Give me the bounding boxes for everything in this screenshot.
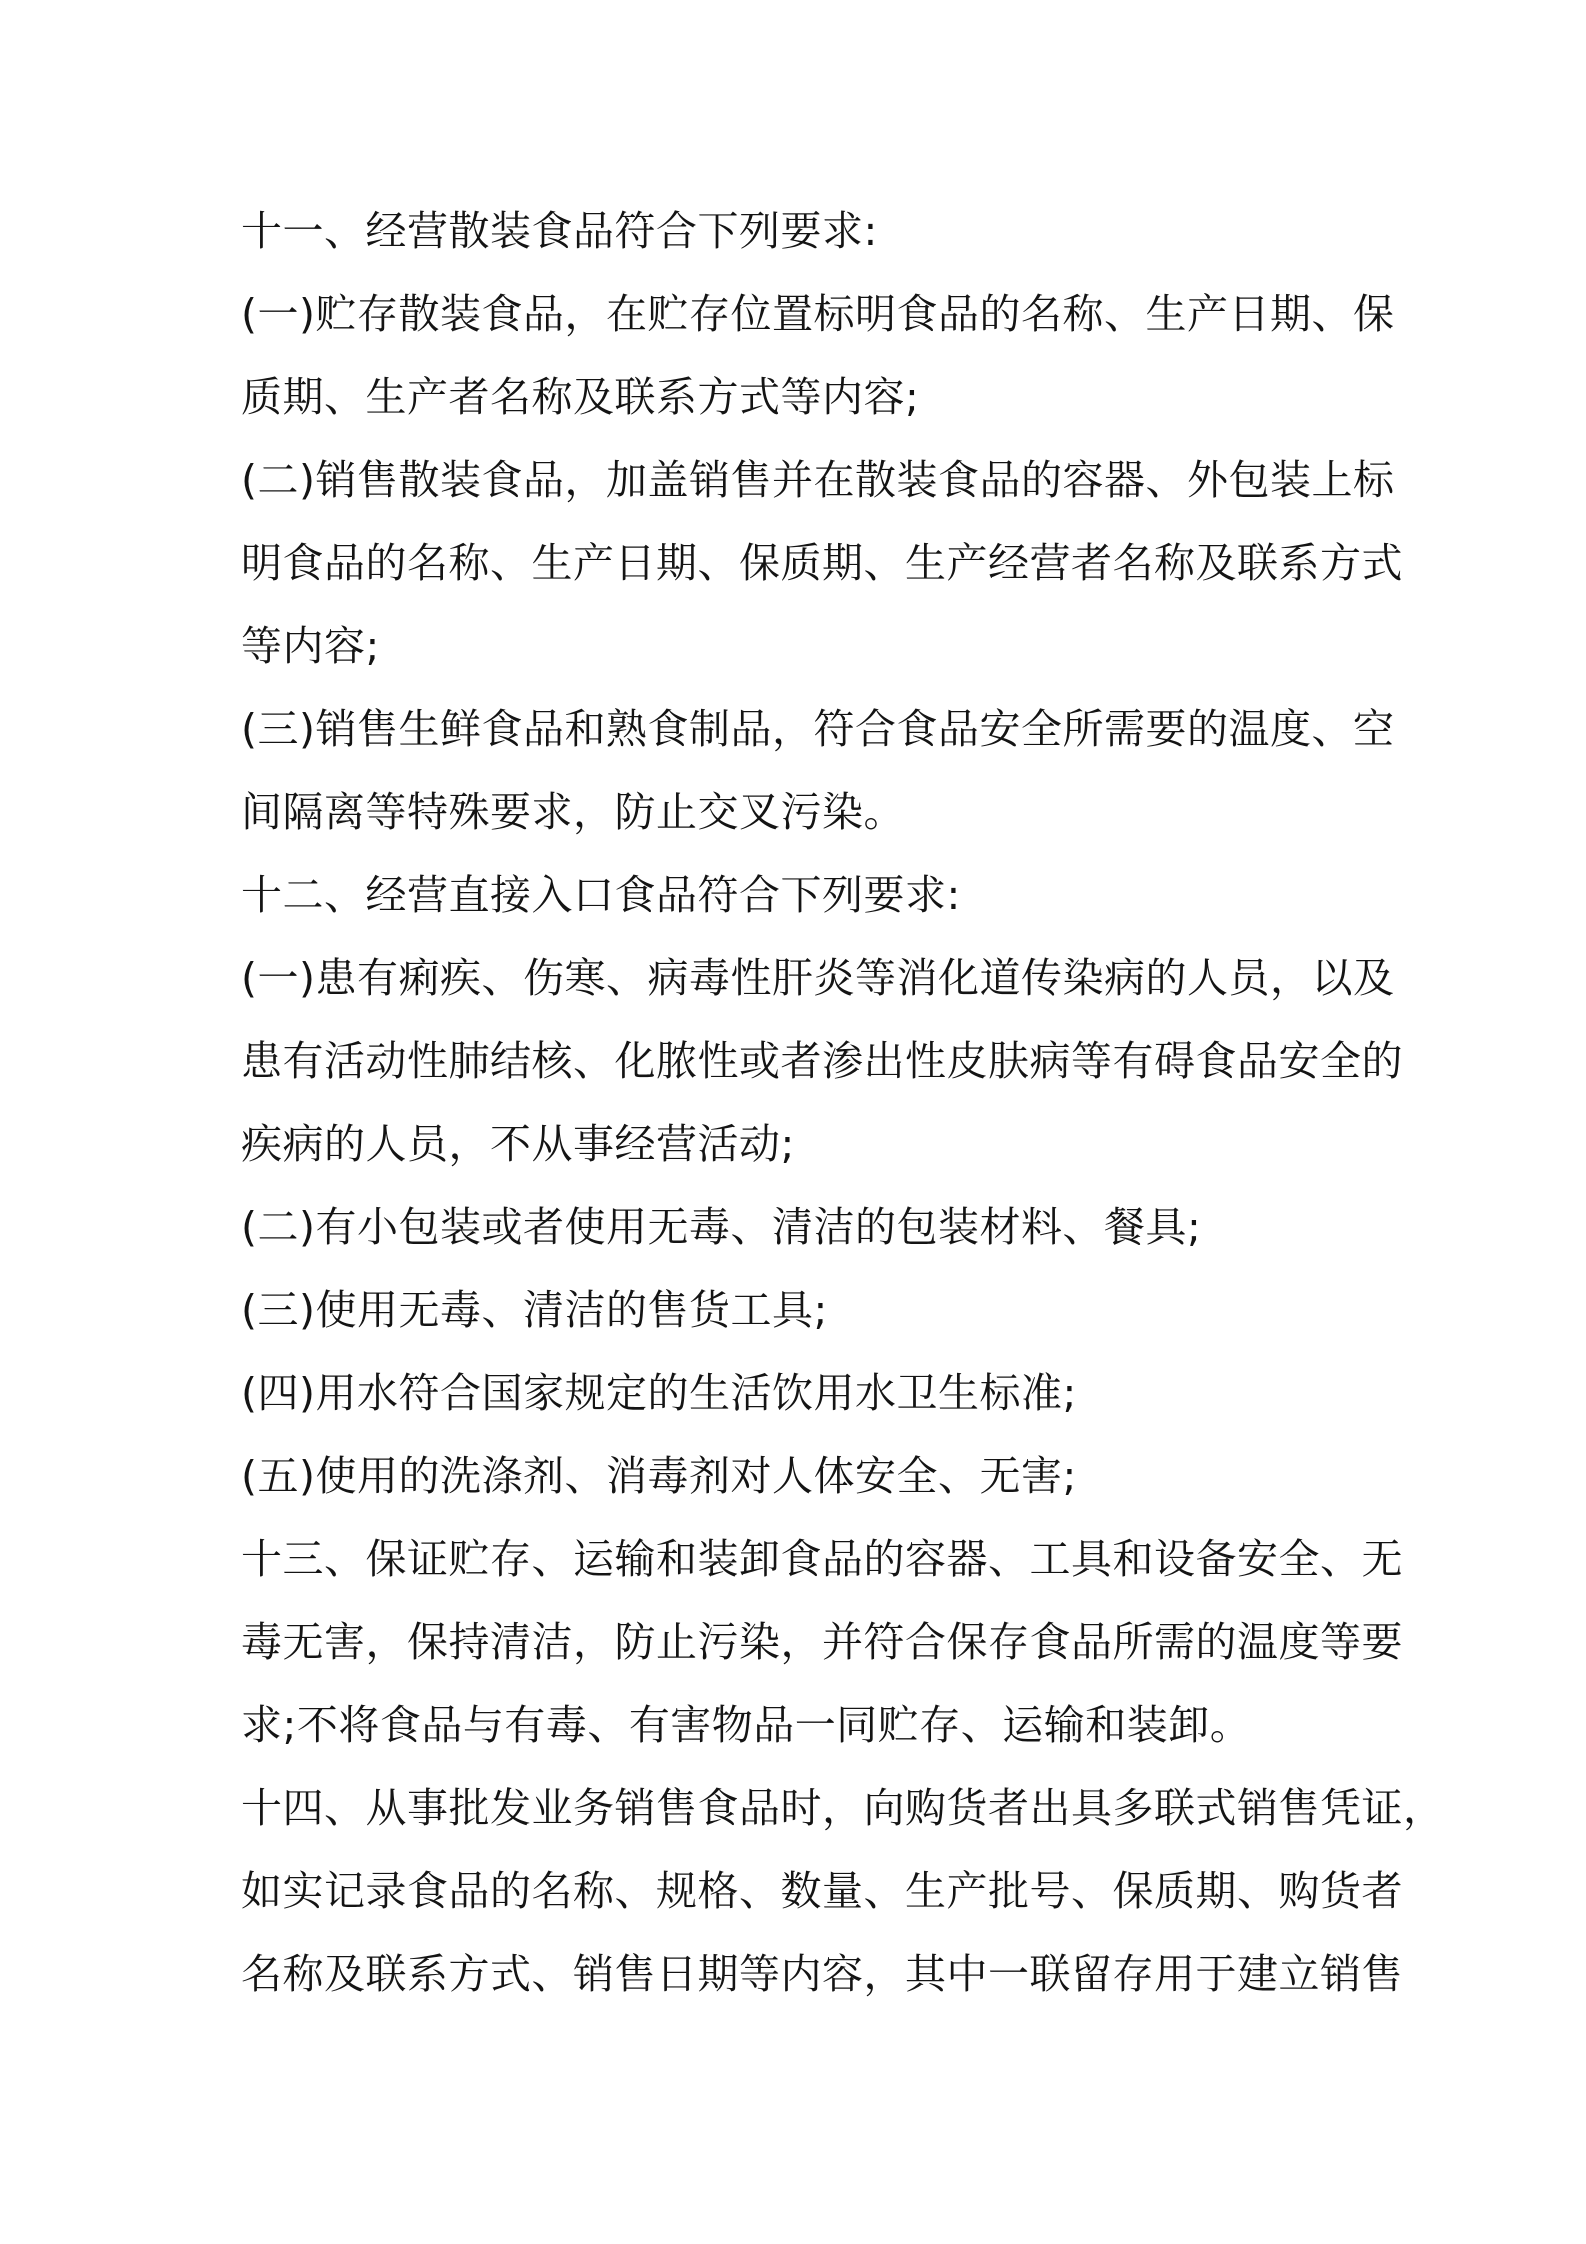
- section-11-item-2-line-1: (二)销售散装食品，加盖销售并在散装食品的容器、外包装上标: [241, 456, 1395, 504]
- section-11-item-1-line-2: 质期、生产者名称及联系方式等内容;: [241, 373, 920, 421]
- section-11-item-2-line-2: 明食品的名称、生产日期、保质期、生产经营者名称及联系方式: [241, 539, 1403, 587]
- section-13-line-2: 毒无害，保持清洁，防止污染，并符合保存食品所需的温度等要: [241, 1618, 1403, 1666]
- section-11-item-2-line-3: 等内容;: [241, 622, 380, 670]
- section-11-heading: 十一、经营散装食品符合下列要求:: [241, 207, 878, 255]
- section-12-item-3: (三)使用无毒、清洁的售货工具;: [241, 1286, 828, 1334]
- section-13-line-3: 求;不将食品与有毒、有害物品一同贮存、运输和装卸。: [241, 1701, 1252, 1749]
- section-14-line-2: 如实记录食品的名称、规格、数量、生产批号、保质期、购货者: [241, 1867, 1403, 1915]
- document-body: [241, 190, 1445, 2016]
- section-14-line-3: 名称及联系方式、销售日期等内容，其中一联留存用于建立销售: [241, 1950, 1403, 1998]
- section-12-heading: 十二、经营直接入口食品符合下列要求:: [241, 871, 961, 919]
- section-12-item-1-line-1: (一)患有痢疾、伤寒、病毒性肝炎等消化道传染病的人员，以及: [241, 954, 1395, 1002]
- section-11-item-1-line-1: (一)贮存散装食品，在贮存位置标明食品的名称、生产日期、保: [241, 290, 1395, 338]
- section-11-item-3-line-2: 间隔离等特殊要求，防止交叉污染。: [241, 788, 905, 836]
- section-12-item-2: (二)有小包装或者使用无毒、清洁的包装材料、餐具;: [241, 1203, 1202, 1251]
- section-11-item-3-line-1: (三)销售生鲜食品和熟食制品，符合食品安全所需要的温度、空: [241, 705, 1395, 753]
- section-14-line-1: 十四、从事批发业务销售食品时，向购货者出具多联式销售凭证，: [241, 1784, 1445, 1832]
- section-12-item-5: (五)使用的洗涤剂、消毒剂对人体安全、无害;: [241, 1452, 1077, 1500]
- section-12-item-1-line-3: 疾病的人员，不从事经营活动;: [241, 1120, 795, 1168]
- section-13-line-1: 十三、保证贮存、运输和装卸食品的容器、工具和设备安全、无: [241, 1535, 1403, 1583]
- section-12-item-4: (四)用水符合国家规定的生活饮用水卫生标准;: [241, 1369, 1077, 1417]
- section-12-item-1-line-2: 患有活动性肺结核、化脓性或者渗出性皮肤病等有碍食品安全的: [241, 1037, 1403, 1085]
